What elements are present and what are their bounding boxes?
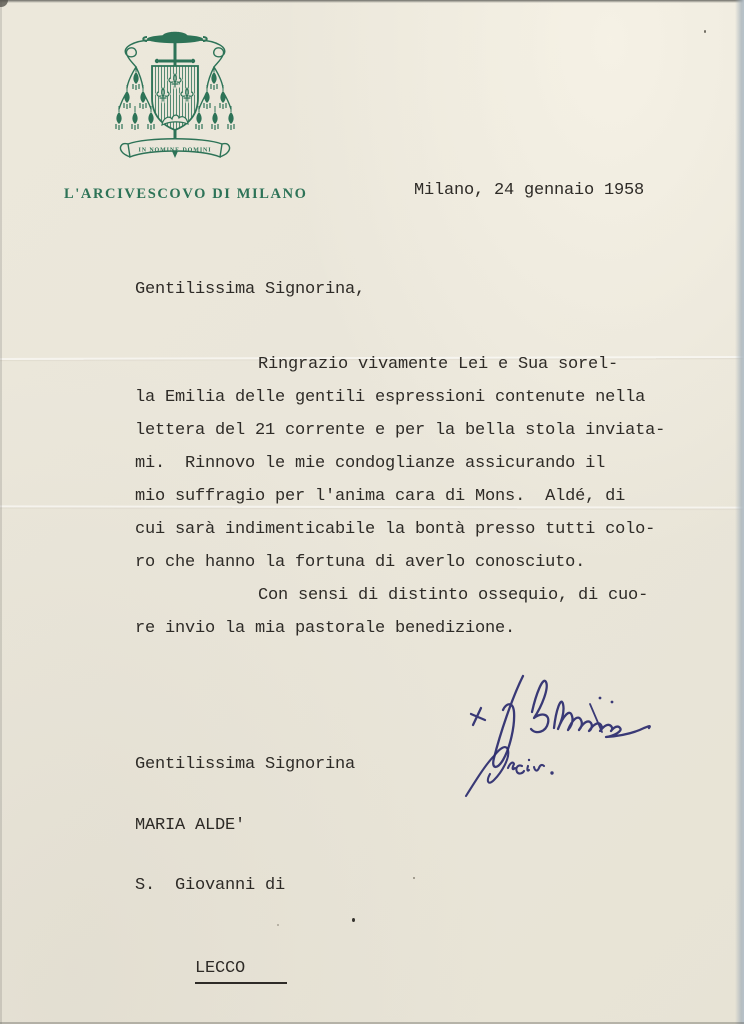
crest-galero xyxy=(143,32,207,43)
signature-cross-icon xyxy=(471,708,485,725)
scan-edge-left xyxy=(0,0,2,1024)
signature-i-dot xyxy=(611,701,614,704)
crest-motto: IN NOMINE DOMINI xyxy=(138,147,212,154)
crest-shield xyxy=(152,66,198,130)
recipient-line: Gentilissima Signorina xyxy=(135,755,356,774)
body-line: lettera del 21 corrente e per la bella stola inviata- xyxy=(135,421,666,440)
body-line: re invio la mia pastorale benedizione. xyxy=(135,619,516,638)
body-line: Ringrazio vivamente Lei e Sua sorel- xyxy=(258,355,619,374)
body-line: Con sensi di distinto ossequio, di cuo- xyxy=(258,586,649,605)
letter-body xyxy=(135,348,675,645)
handwritten-signature xyxy=(448,668,668,798)
letterhead-name: L'ARCIVESCOVO DI MILANO xyxy=(64,186,308,202)
body-line: cui sarà indimenticabile la bontà presso tutti colo- xyxy=(135,520,656,539)
salutation: Gentilissima Signorina, xyxy=(135,280,366,299)
recipient-line: MARIA ALDE' xyxy=(135,815,246,835)
body-line: mio suffragio per l'anima cara di Mons. Aldé, di xyxy=(135,487,626,506)
recipient-address xyxy=(135,716,355,996)
signature-i-dot xyxy=(599,697,602,700)
signature-initial-b xyxy=(531,681,548,732)
scan-edge-top xyxy=(0,0,744,3)
body-line: la Emilia delle gentili espressioni contenute nella xyxy=(135,388,646,407)
recipient-line: S. Giovanni di xyxy=(135,876,286,895)
paper-speck xyxy=(704,30,706,33)
body-line: mi. Rinnovo le mie condoglianze assicurando il xyxy=(135,454,606,473)
paper-speck xyxy=(413,877,415,879)
body-line: ro che hanno la fortuna di averlo conosciuto. xyxy=(135,553,586,572)
dateline: Milano, 24 gennaio 1958 xyxy=(414,181,645,200)
scan-edge-right xyxy=(735,0,744,1024)
recipient-city: LECCO xyxy=(195,958,287,984)
recipient-line xyxy=(135,936,355,978)
episcopal-crest-icon xyxy=(112,28,238,168)
signature-title xyxy=(466,747,554,796)
scan-corner-mark xyxy=(0,0,8,7)
